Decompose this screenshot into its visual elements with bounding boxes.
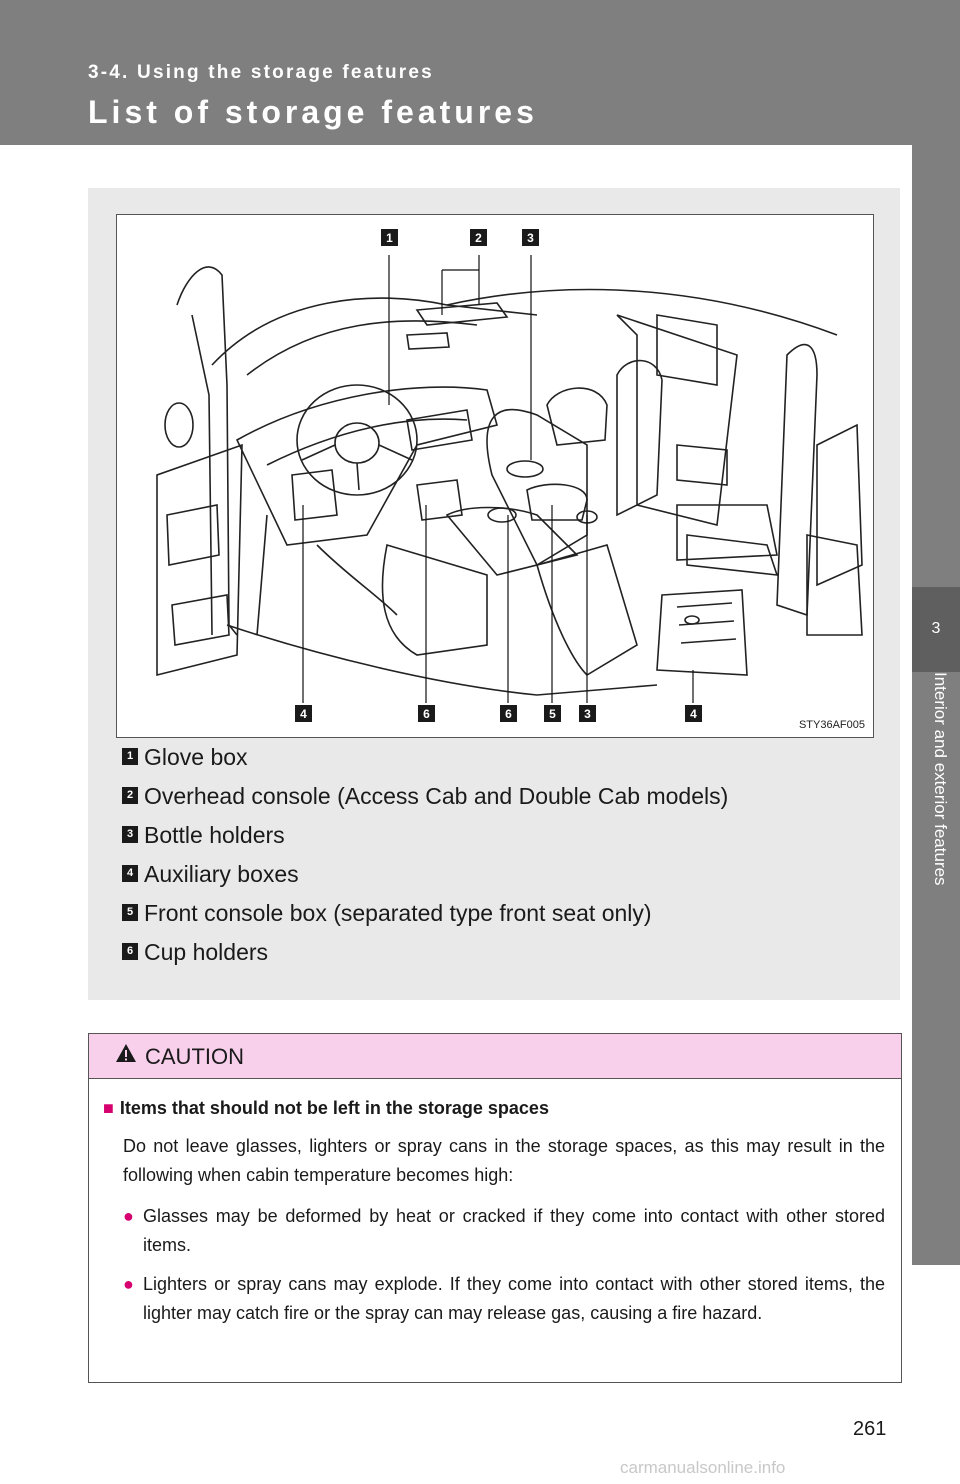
legend-text: Bottle holders [144, 822, 285, 848]
legend-text: Glove box [144, 744, 248, 770]
caution-intro: Do not leave glasses, lighters or spray cans in the storage spaces, as this may result in the following when cabin temperature becomes high: [123, 1136, 885, 1185]
callout-top-1: 1 [386, 231, 393, 245]
legend-item [122, 939, 268, 969]
caution-bullet-text: Glasses may be deformed by heat or cracked if they come into contact with other stored items. [143, 1206, 885, 1255]
footer-watermark: carmanualsonline.info [620, 1458, 786, 1477]
callout-bottom-4a: 4 [300, 707, 307, 721]
callout-bottom-5: 5 [549, 707, 556, 721]
cabin-illustration [116, 214, 874, 738]
caution-heading-text: Items that should not be left in the storage spaces [119, 1098, 549, 1118]
legend-number-badge: 4 [122, 865, 138, 882]
page-number: 261 [853, 1418, 887, 1440]
callout-bottom-4b: 4 [690, 707, 697, 721]
chapter-number: 3 [931, 620, 941, 637]
chapter-number-box [912, 587, 960, 672]
legend-item [122, 900, 652, 930]
caution-heading [103, 1098, 549, 1119]
legend-number-badge: 3 [122, 826, 138, 843]
callout-top-2: 2 [475, 231, 482, 245]
round-bullet-icon: ● [123, 1206, 134, 1226]
round-bullet-icon: ● [123, 1274, 134, 1294]
caution-bullet [123, 1270, 885, 1328]
legend-item [122, 744, 248, 774]
callout-bottom-6a: 6 [423, 707, 430, 721]
legend-item [122, 783, 728, 813]
caution-header [89, 1034, 901, 1079]
legend-number-badge: 2 [122, 787, 138, 804]
caution-label: CAUTION [145, 1044, 244, 1069]
legend-number-badge: 5 [122, 904, 138, 921]
caution-bullet-text: Lighters or spray cans may explode. If they come into contact with other stored items, the lighter may catch fire or the spray can may release gas, causing a fire hazard. [143, 1274, 885, 1323]
caution-box [88, 1033, 902, 1383]
cabin-line-drawing [117, 215, 873, 737]
legend-item [122, 822, 285, 852]
caution-bullet [123, 1202, 885, 1260]
page-title: List of storage features [88, 94, 538, 130]
figure-code: STY36AF005 [798, 719, 865, 731]
legend-item [122, 861, 299, 891]
legend-number-badge: 6 [122, 943, 138, 960]
legend-text: Overhead console (Access Cab and Double Cab models) [144, 783, 729, 809]
legend-number-badge: 1 [122, 748, 138, 765]
legend-text: Cup holders [144, 939, 269, 965]
chapter-label: Interior and exterior features [931, 672, 950, 886]
section-number: 3-4. Using the storage features [88, 62, 434, 83]
warning-triangle-icon [115, 1043, 137, 1063]
square-bullet-icon: ■ [103, 1098, 114, 1118]
page-header [0, 0, 960, 145]
callout-bottom-6b: 6 [505, 707, 512, 721]
callout-top-3: 3 [527, 231, 534, 245]
legend-text: Front console box (separated type front seat only) [144, 900, 652, 926]
callout-bottom-3: 3 [584, 707, 591, 721]
legend-text: Auxiliary boxes [144, 861, 299, 887]
